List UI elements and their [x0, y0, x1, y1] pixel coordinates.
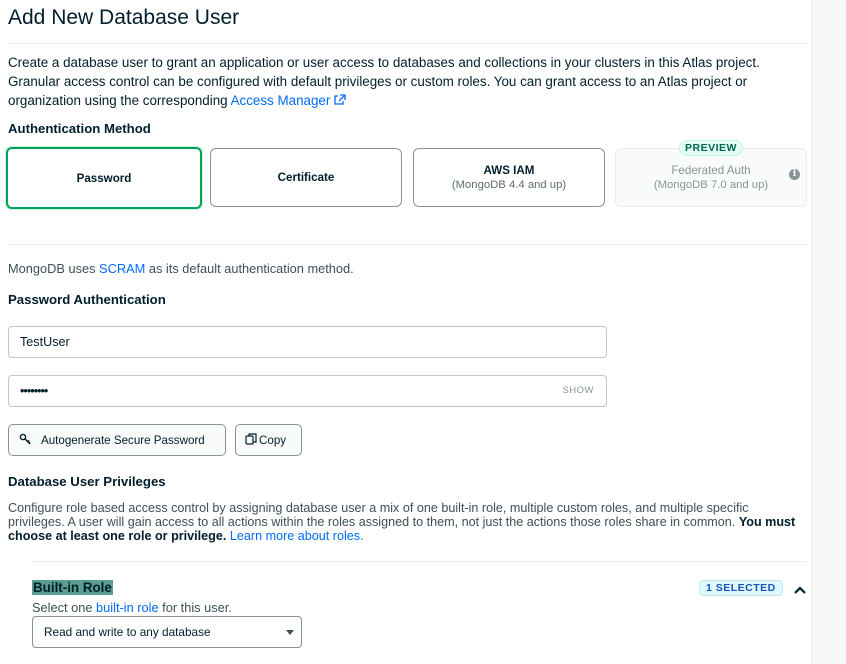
scram-link[interactable]: SCRAM — [99, 261, 146, 276]
autogenerate-label: Autogenerate Secure Password — [41, 433, 205, 447]
info-icon[interactable]: i — [789, 169, 800, 180]
auth-option-label: Federated Auth — [671, 164, 751, 177]
builtin-desc-suffix: for this user. — [158, 600, 232, 615]
privileges-required-note: You must choose at least one role or privilege. — [8, 515, 796, 543]
scrollbar[interactable] — [811, 0, 846, 664]
learn-more-roles-link[interactable]: Learn more about roles. — [229, 529, 364, 543]
page-title: Add New Database User — [8, 6, 240, 29]
intro-paragraph — [8, 53, 808, 111]
auth-option-label: Certificate — [277, 171, 335, 184]
password-input[interactable] — [8, 375, 607, 407]
privileges-text: Configure role based access control by assigning database user a mix of one built-in role, multiple custom roles, and multiple specific privileges. A user will gain access to all actions within the roles assigned to them, not just the actions those roles share in common. — [8, 501, 749, 529]
access-manager-link[interactable]: Access Manager — [230, 93, 331, 108]
external-link-icon — [333, 92, 346, 111]
username-input[interactable] — [8, 326, 607, 358]
auth-option-label: Password — [76, 171, 132, 185]
divider — [32, 561, 807, 562]
divider — [8, 43, 807, 44]
username-value: TestUser — [20, 335, 70, 349]
password-auth-label: Password Authentication — [8, 292, 166, 307]
auth-method-label: Authentication Method — [8, 121, 151, 136]
builtin-role-value: Read and write to any database — [44, 625, 211, 639]
auth-option-federated — [615, 148, 807, 207]
auth-option-password[interactable] — [6, 147, 202, 209]
method-prefix: MongoDB uses — [8, 261, 100, 276]
caret-down-icon — [286, 630, 294, 635]
builtin-desc-prefix: Select one — [32, 600, 97, 615]
divider — [8, 244, 807, 245]
intro-text: Create a database user to grant an application or user access to databases and collections in your clusters in this Atlas project. Granular access control can be configured with default privileges or custom roles. You can grant access to an Atlas project or organization using the corresponding — [8, 55, 760, 108]
builtin-role-select[interactable] — [32, 616, 302, 648]
autogenerate-password-button[interactable] — [8, 424, 226, 456]
show-password-button[interactable]: SHOW — [562, 385, 594, 396]
copy-label: Copy — [259, 433, 287, 447]
privileges-label: Database User Privileges — [8, 474, 166, 489]
chevron-up-icon[interactable] — [793, 582, 807, 600]
auth-option-sub: (MongoDB 7.0 and up) — [653, 179, 769, 191]
selected-count-badge: 1 SELECTED — [699, 580, 783, 596]
auth-option-sub: (MongoDB 4.4 and up) — [451, 179, 567, 191]
auth-method-note — [8, 261, 354, 276]
builtin-role-title: Built-in Role — [33, 580, 112, 595]
auth-option-aws-iam[interactable] — [413, 148, 605, 207]
password-value: •••••••• — [20, 384, 48, 398]
method-suffix: as its default authentication method. — [145, 261, 354, 276]
preview-badge: PREVIEW — [679, 140, 743, 156]
builtin-role-link[interactable]: built-in role — [96, 600, 159, 615]
auth-option-certificate[interactable] — [210, 148, 402, 207]
copy-password-button[interactable] — [235, 424, 302, 456]
key-icon — [19, 433, 31, 448]
privileges-description — [8, 501, 808, 543]
copy-icon — [245, 433, 257, 448]
builtin-role-description — [32, 600, 232, 615]
auth-option-label: AWS IAM — [483, 164, 535, 177]
